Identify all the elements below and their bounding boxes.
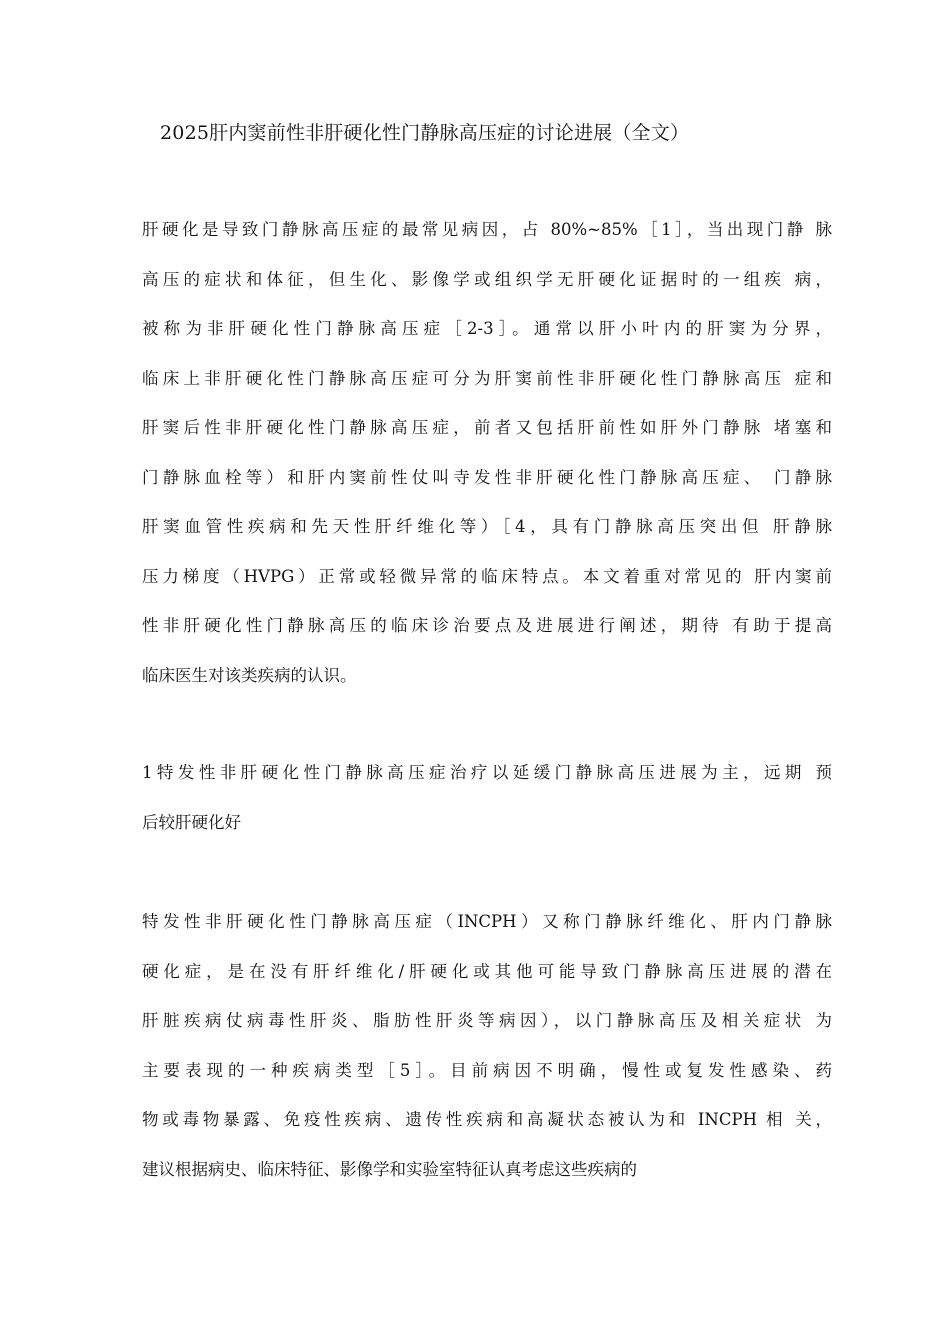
paragraph-incph [142,897,832,1194]
text-line: 主要表现的一种疾病类型［5］。目前病因不明确，慢性或复发性感染、药 [142,1060,832,1080]
heading-line: 1特发性非肝硬化性门静脉高压症治疗以延缓门静脉高压进展为主，远期 预 [142,763,832,782]
text-line: 肝脏疾病仗病毒性肝炎、脂肪性肝炎等病因），以门静脉高压及相关症状 为 [142,1011,832,1030]
text-line: 性非肝硬化性门静脉高压的临床诊治要点及进展进行阐述，期待 有助于提高 [142,616,832,635]
text-line: 肝窦血管性疾病和先天性肝纤维化等）［4，具有门静脉高压突出但 肝静脉 [142,517,832,536]
text-line: 临床医生对该类疾病的认识。 [142,665,357,685]
heading-line: 后较肝硬化好 [142,812,241,832]
section-heading-1 [142,748,832,847]
paragraph-intro [142,205,832,700]
text-line: 肝硬化是导致门静脉高压症的最常见病因，占 80%~85%［1］，当出现门静 脉 [142,220,832,239]
text-line: 硬化症，是在没有肝纤维化/肝硬化或其他可能导致门静脉高压进展的潜在 [142,961,832,981]
text-line: 特发性非肝硬化性门静脉高压症（INCPH）又称门静脉纤维化、肝内门静脉 [142,912,832,931]
text-line: 肝窦后性非肝硬化性门静脉高压症，前者又包括肝前性如肝外门静脉 堵塞和 [142,418,832,437]
text-line: 临床上非肝硬化性门静脉高压症可分为肝窦前性非肝硬化性门静脉高压 症和 [142,368,832,388]
text-line: 被称为非肝硬化性门静脉高压症［2-3］。通常以肝小叶内的肝窦为分界， [142,319,832,338]
text-line: 压力梯度（HVPG）正常或轻微异常的临床特点。本文着重对常见的 肝内窦前 [142,566,832,586]
text-line: 物或毒物暴露、免疫性疾病、遗传性疾病和高凝状态被认为和 INCPH 相 关， [142,1110,832,1129]
text-line: 门静脉血栓等）和肝内窦前性仗叫寺发性非肝硬化性门静脉高压症、 门静脉 [142,467,832,487]
document-title: 2025肝内窦前性非肝硬化性门静脉高压症的讨论进展（全文） [160,122,690,144]
text-line: 建议根据病史、临床特征、影像学和实验室特征认真考虑这些疾病的 [142,1159,637,1179]
text-line: 高压的症状和体征，但生化、影像学或组织学无肝硬化证据时的一组疾 病， [142,269,832,289]
